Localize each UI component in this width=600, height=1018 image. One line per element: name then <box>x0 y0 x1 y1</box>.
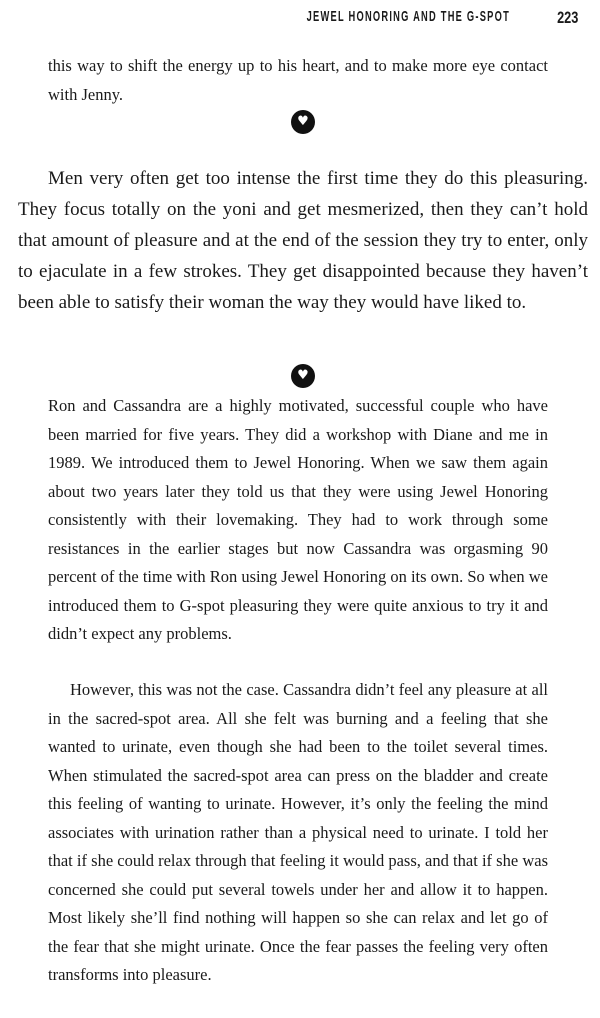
paragraph-continuation: this way to shift the energy up to his heart, and to make more eye contact with Jenny. <box>48 56 548 104</box>
page-number: 223 <box>556 8 578 27</box>
paragraph-ron-cassandra: Ron and Cassandra are a highly motivated, successful couple who have been married for five years. They did a workshop with Diane and me in 1989. We introduced them to Jewel Honoring. When we saw them again about two years later they told us that they were using Jewel Honoring consistently with their lovemaking. They had to work through some resistances in the earlier stages but now Cassandra was orgasming 90 percent of the time with Ron using Jewel Honoring on its own. So when we introduced them to G-spot pleasuring they were quite anxious to try it and didn’t expect any problems. <box>48 396 548 643</box>
paragraph-men-intensity: Men very often get too intense the first time they do this pleasuring. They focus totally on the yoni and get mesmerized, then they can’t hold that amount of pleasure and at the end of the session they try to enter, only to ejaculate in a few strokes. They get disappointed because they haven’t been able to satisfy their woman the way they would have liked to. <box>18 168 588 313</box>
paragraph-however: However, this was not the case. Cassandra didn’t feel any pleasure at all in the sacred-spot area. All she felt was burning and a feeling that she wanted to urinate, even though she had been to the toilet several times. When stimulated the sacred-spot area can press on the bladder and create this feeling of wanting to urinate. However, it’s only the feeling the mind associates with urination rather than a physical need to urinate. I told her that if she could relax through that feeling it would pass, and that if she was concerned she could put several towels under her and allow it to happen. Most likely she’ll find nothing will happen so she can relax and let go of the fear that she might urinate. Once the fear passes the feeling very often transforms into pleasure. <box>48 680 548 984</box>
heart-icon: ♥ <box>291 364 315 388</box>
running-title: JEWEL HONORING AND THE G-SPOT <box>306 8 510 25</box>
heart-icon: ♥ <box>291 110 315 134</box>
running-head <box>0 8 590 32</box>
